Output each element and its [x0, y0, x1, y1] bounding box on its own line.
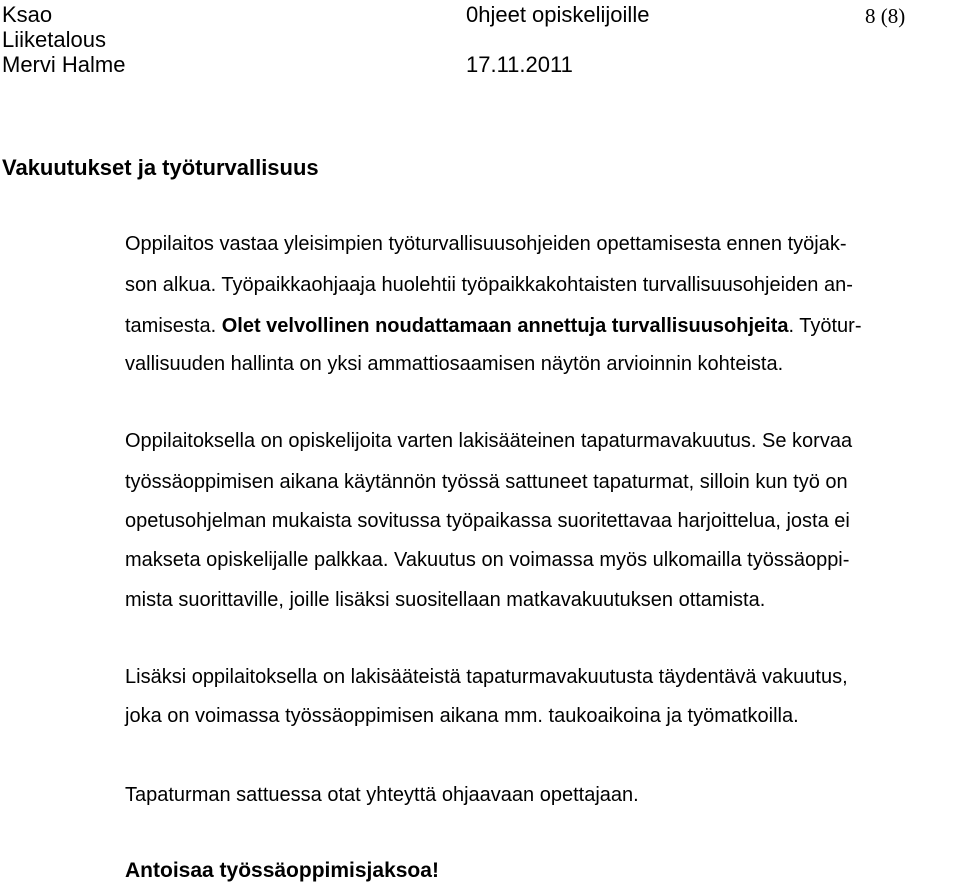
- paragraph3-line1: Lisäksi oppilaitoksella on lakisääteistä tapaturmavakuutusta täydentävä vakuutus,: [125, 666, 848, 688]
- header-doc-title: 0hjeet opiskelijoille: [466, 2, 650, 27]
- paragraph4: Tapaturman sattuessa otat yhteyttä ohjaavaan opettajaan.: [125, 784, 639, 806]
- paragraph3-line2: joka on voimassa työssäoppimisen aikana mm. taukoaikoina ja työmatkoilla.: [125, 705, 799, 727]
- paragraph2-line4: makseta opiskelijalle palkkaa. Vakuutus on voimassa myös ulkomailla työssäoppi-: [125, 549, 850, 571]
- paragraph1-line1: Oppilaitos vastaa yleisimpien työturvallisuusohjeiden opettamisesta ennen työjak-: [125, 233, 847, 255]
- paragraph1-line3-pre: tamisesta.: [125, 315, 222, 337]
- header-org: Ksao: [2, 2, 53, 27]
- paragraph1-line2: son alkua. Työpaikkaohjaaja huolehtii työpaikkakohtaisten turvallisuusohjeiden an-: [125, 274, 853, 296]
- paragraph2-line5: mista suorittaville, joille lisäksi suositellaan matkavakuutuksen ottamista.: [125, 589, 766, 611]
- header-department: Liiketalous: [2, 27, 106, 52]
- paragraph1-line3-post: . Työtur-: [788, 315, 862, 337]
- paragraph2-line3: opetusohjelman mukaista sovitussa työpaikassa suoritettavaa harjoittelua, josta ei: [125, 510, 850, 532]
- closing-greeting: Antoisaa työssäoppimisjaksoa!: [125, 859, 439, 882]
- paragraph2-line2: työssäoppimisen aikana käytännön työssä sattuneet tapaturmat, silloin kun työ on: [125, 471, 848, 493]
- header-page-number: 8 (8): [865, 4, 906, 28]
- header-date: 17.11.2011: [466, 52, 573, 77]
- header-author: Mervi Halme: [2, 52, 126, 77]
- section-title: Vakuutukset ja työturvallisuus: [2, 155, 319, 180]
- paragraph1-line4: vallisuuden hallinta on yksi ammattiosaamisen näytön arvioinnin kohteista.: [125, 353, 784, 375]
- paragraph2-line1: Oppilaitoksella on opiskelijoita varten lakisääteinen tapaturmavakuutus. Se korvaa: [125, 430, 853, 452]
- paragraph1-line3: [125, 313, 861, 339]
- safety-instructions-emphasis: Olet velvollinen noudattamaan annettuja turvallisuusohjeita: [221, 315, 789, 337]
